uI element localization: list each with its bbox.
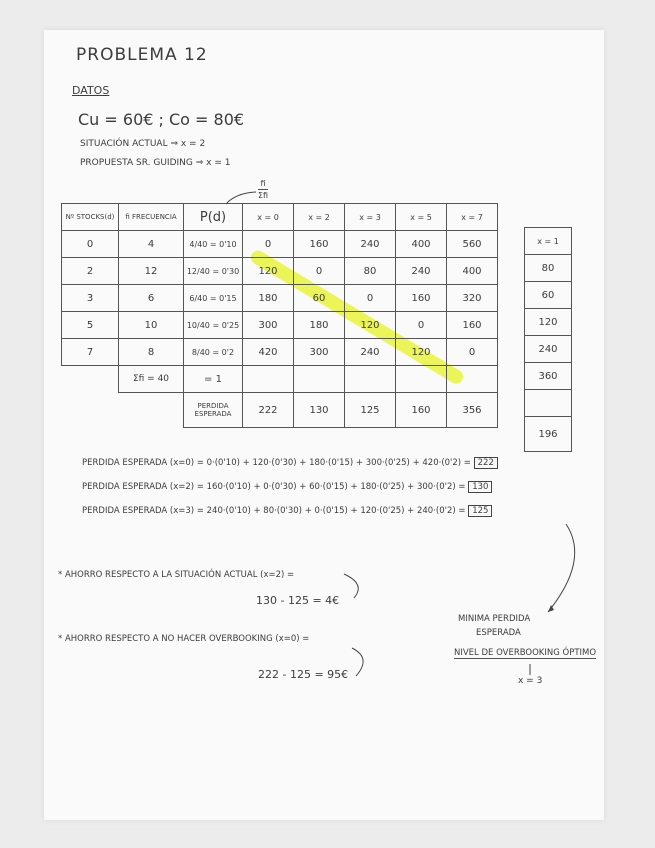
table-cell: 8/40 = 0'2 [184, 339, 243, 366]
table-cell: 0 [294, 258, 345, 285]
equation-result: 125 [468, 505, 492, 517]
fi-fraction-top: fi [260, 179, 266, 188]
ahorro-no-overbooking-label: * AHORRO RESPECTO A NO HACER OVERBOOKING (x=0) = [58, 634, 310, 644]
table-cell: 5 [62, 312, 119, 339]
table-cell: 6/40 = 0'15 [184, 285, 243, 312]
ahorro-no-ob-arrow [352, 648, 363, 676]
expected-loss-cell: 196 [525, 417, 572, 452]
equation-result: 222 [474, 457, 498, 469]
table-cell: 400 [396, 231, 447, 258]
table-cell: 0 [62, 231, 119, 258]
min-loss-label-2: ESPERADA [476, 628, 521, 638]
table-cell: 0 [345, 285, 396, 312]
table-cell: 160 [447, 312, 498, 339]
proposal: PROPUESTA SR. GUIDING ⇒ x = 1 [80, 158, 231, 168]
expected-loss-cell: 160 [396, 393, 447, 428]
table-cell: 360 [525, 363, 572, 390]
table-cell: 180 [243, 285, 294, 312]
table-cell: 240 [345, 339, 396, 366]
table-cell: 8 [119, 339, 184, 366]
sum-p-cell: = 1 [184, 366, 243, 393]
current-situation: SITUACIÓN ACTUAL ⇒ x = 2 [80, 139, 206, 149]
table-cell: 0 [243, 231, 294, 258]
table-header-cell: P(d) [184, 204, 243, 231]
table-cell: 80 [525, 255, 572, 282]
table-cell: 0 [396, 312, 447, 339]
table-header-cell: Nº STOCKS(d) [62, 204, 119, 231]
ahorro-actual-arrow [344, 574, 358, 598]
min-loss-label: MINIMA PERDIDA [458, 614, 531, 624]
table-cell: 4/40 = 0'10 [184, 231, 243, 258]
table-header-cell: x = 5 [396, 204, 447, 231]
fi-fraction-bottom: Σfi [258, 191, 269, 200]
table-cell: 120 [396, 339, 447, 366]
expected-loss-label: PERDIDA ESPERADA [184, 393, 243, 428]
table-cell: 60 [525, 282, 572, 309]
table-cell: 180 [294, 312, 345, 339]
optimal-level-value: x = 3 [518, 676, 543, 686]
ahorro-no-overbooking-calc: 222 - 125 = 95€ [258, 668, 349, 681]
table-header-cell: x = 3 [345, 204, 396, 231]
expected-loss-cell: 222 [243, 393, 294, 428]
cost-values: Cu = 60€ ; Co = 80€ [78, 110, 245, 129]
table-cell: 300 [294, 339, 345, 366]
equation-text: PERDIDA ESPERADA (x=0) = 0·(0'10) + 120·(0'30) + 180·(0'15) + 300·(0'25) + 420·(0'2) = [82, 458, 471, 468]
table-cell: 120 [345, 312, 396, 339]
table-cell: 4 [119, 231, 184, 258]
table-cell: 80 [345, 258, 396, 285]
table-header-cell: fi FRECUENCIA [119, 204, 184, 231]
table-cell: 300 [243, 312, 294, 339]
ahorro-actual-label: * AHORRO RESPECTO A LA SITUACIÓN ACTUAL (x=2) = [58, 570, 295, 580]
table-cell: 12/40 = 0'30 [184, 258, 243, 285]
table-cell: 3 [62, 285, 119, 312]
expected-loss-cell: 356 [447, 393, 498, 428]
table-header-cell: x = 1 [525, 228, 572, 255]
equation-text: PERDIDA ESPERADA (x=2) = 160·(0'10) + 0·(0'30) + 60·(0'15) + 180·(0'25) + 300·(0'2) = [82, 482, 466, 492]
table-cell: 12 [119, 258, 184, 285]
table-cell: 320 [447, 285, 498, 312]
datos-heading: DATOS [72, 84, 110, 97]
table-cell: 420 [243, 339, 294, 366]
table-cell: 160 [294, 231, 345, 258]
table-cell: 400 [447, 258, 498, 285]
table-cell: 7 [62, 339, 119, 366]
table-cell: 2 [62, 258, 119, 285]
sum-fi-cell: Σfi = 40 [119, 366, 184, 393]
fi-note-arrow [226, 192, 256, 204]
table-cell: 240 [345, 231, 396, 258]
table-cell: 10 [119, 312, 184, 339]
table-cell: 240 [396, 258, 447, 285]
table-cell: 6 [119, 285, 184, 312]
table-cell: 0 [447, 339, 498, 366]
table-header-cell: x = 2 [294, 204, 345, 231]
table-cell: 120 [525, 309, 572, 336]
table-cell: 120 [243, 258, 294, 285]
expected-loss-cell: 125 [345, 393, 396, 428]
optimal-level-label: NIVEL DE OVERBOOKING ÓPTIMO [454, 648, 597, 658]
min-loss-arrow [548, 524, 575, 612]
equation-result: 130 [468, 481, 492, 493]
table-cell: 240 [525, 336, 572, 363]
expected-loss-cell: 130 [294, 393, 345, 428]
equation-text: PERDIDA ESPERADA (x=3) = 240·(0'10) + 80·(0'30) + 0·(0'15) + 120·(0'25) + 240·(0'2) = [82, 506, 466, 516]
problem-title: PROBLEMA 12 [76, 45, 208, 65]
table-cell: 160 [396, 285, 447, 312]
table-header-cell: x = 0 [243, 204, 294, 231]
ahorro-actual-calc: 130 - 125 = 4€ [256, 594, 340, 607]
table-cell: 10/40 = 0'25 [184, 312, 243, 339]
table-cell: 60 [294, 285, 345, 312]
table-cell: 560 [447, 231, 498, 258]
table-header-cell: x = 7 [447, 204, 498, 231]
